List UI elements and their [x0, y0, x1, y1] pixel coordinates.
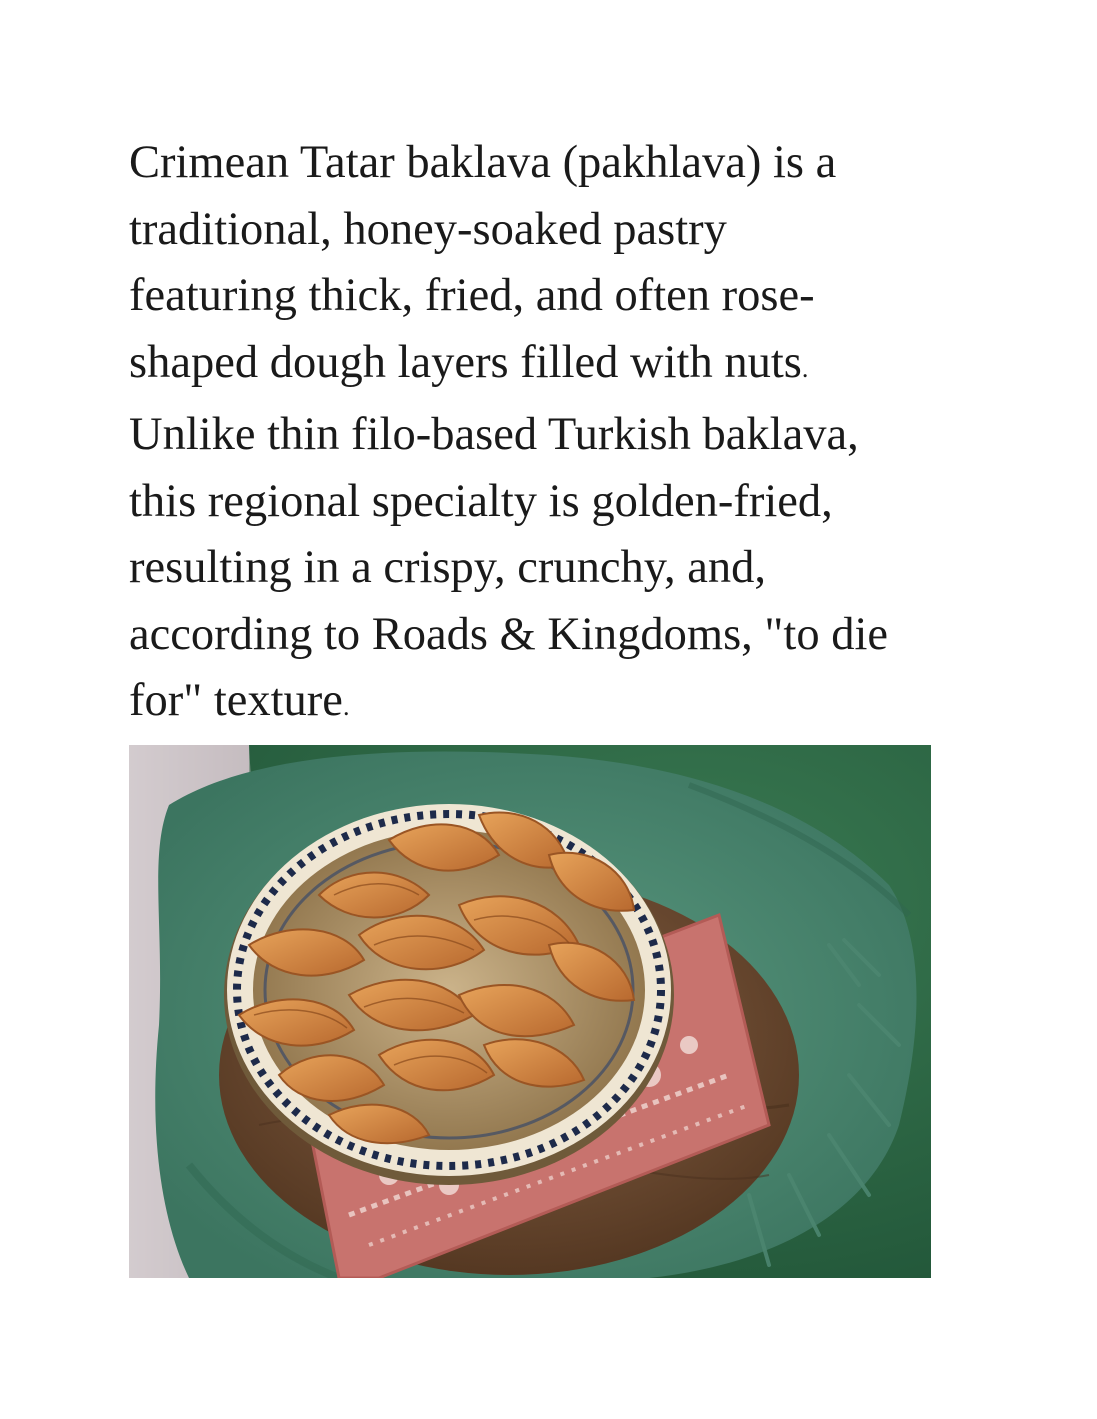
paragraph-line: resulting in a crispy, crunchy, and,: [129, 542, 767, 593]
paragraph-line: this regional specialty is golden-fried,: [129, 475, 833, 527]
paragraph-line: Unlike thin filo-based Turkish baklava,: [129, 409, 859, 460]
paragraph-line: featuring thick, fried, and often rose-: [129, 270, 815, 321]
body-paragraph: [129, 130, 989, 741]
baklava-photo: [129, 745, 931, 1278]
paragraph-line: traditional, honey-soaked pastry: [129, 203, 727, 255]
paragraph-line: according to Roads & Kingdoms, "to die: [129, 608, 889, 660]
baklava-photo-illustration: [129, 745, 931, 1278]
paragraph-line: Crimean Tatar baklava (pakhlava) is a: [129, 137, 837, 188]
paragraph-line-wrapper: [129, 668, 989, 741]
paragraph-line-wrapper: [129, 330, 989, 403]
footnote-period: .: [342, 692, 350, 721]
footnote-period: .: [801, 353, 809, 383]
paragraph-line: shaped dough layers filled with nuts: [129, 336, 802, 388]
paragraph-line: for" texture: [129, 675, 343, 726]
